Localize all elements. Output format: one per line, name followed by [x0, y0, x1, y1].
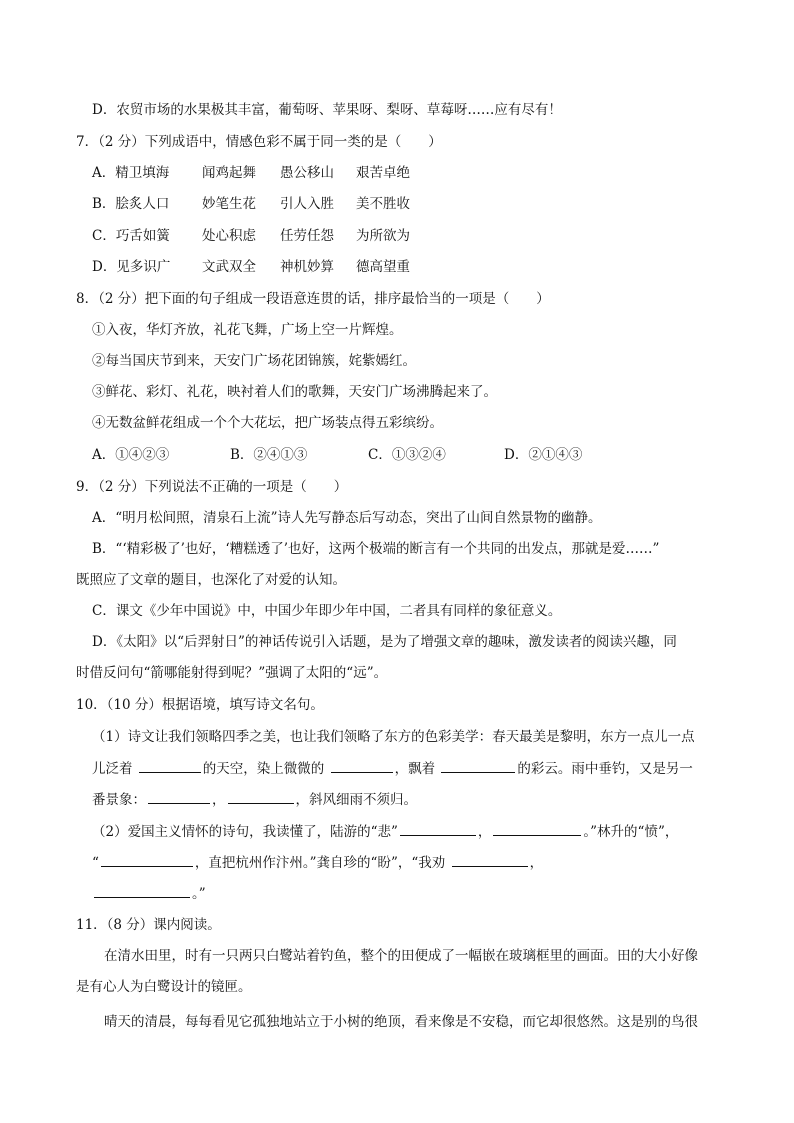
q8-stem: 8．（2 分）把下面的句子组成一段语意连贯的话，排序最恰当的一项是（ ）	[76, 291, 550, 307]
q7-c-label: C．巧舌如簧	[92, 228, 170, 244]
q10-text: ，斜风细雨不须归。	[295, 792, 417, 808]
q10-stem: 10．（10 分）根据语境，填写诗文名句。	[76, 697, 324, 713]
q10-text: “	[92, 855, 99, 871]
q7-a-idiom: 艰苦卓绝	[356, 165, 410, 181]
fill-blank[interactable]	[452, 852, 528, 867]
q10-part1-line2	[92, 758, 693, 779]
q10-part2-line3	[92, 883, 206, 904]
q7-b-label: B．脍炙人口	[92, 196, 170, 212]
q10-text: 番景象：	[92, 792, 146, 808]
q7-option-d	[92, 257, 410, 277]
q10-text: 的天空，染上微微的	[202, 761, 329, 777]
q7-a-idiom: 闻鸡起舞	[202, 165, 256, 181]
q11-stem: 11．（8 分）课内阅读。	[76, 917, 221, 933]
q9-option-d-line2: 时借反问句“箭哪能射得到呢？”强调了太阳的“远”。	[76, 665, 388, 681]
q7-d-label: D．见多识广	[92, 259, 171, 275]
fill-blank[interactable]	[441, 758, 515, 773]
q7-c-idiom: 处心积虑	[202, 228, 256, 244]
q10-text: ，	[477, 824, 492, 840]
q10-part2-line1	[92, 821, 678, 842]
fill-blank[interactable]	[101, 852, 193, 867]
q10-part1-line1: （1）诗文让我们领略四季之美，也让我们领略了东方的色彩美学：春天最美是黎明，东方一点儿一点	[92, 729, 695, 745]
fill-blank[interactable]	[148, 789, 210, 804]
q9-option-b-line1: B．“‘精彩极了’也好，‘糟糕透了’也好，这两个极端的断言有一个共同的出发点，那就是爱……”	[92, 541, 660, 557]
q7-a-idiom: 愚公移山	[280, 165, 334, 181]
q9-option-a: A．“明月松间照，清泉石上流”诗人先写静态后写动态，突出了山间自然景物的幽静。	[92, 510, 602, 526]
q7-c-idiom: 任劳任怨	[280, 228, 334, 244]
q8-option-b: B．②④①③	[230, 447, 308, 463]
q10-text: 。”	[192, 886, 206, 902]
q8-options	[92, 445, 582, 465]
q10-text: （2）爱国主义情怀的诗句，我读懂了，陆游的“悲”	[92, 824, 398, 840]
q8-sentence-2: ②每当国庆节到来，天安门广场花团锦簇，姹紫嫣红。	[92, 353, 416, 369]
q10-text: ，	[529, 855, 544, 871]
q7-option-c	[92, 226, 410, 246]
fill-blank[interactable]	[331, 758, 393, 773]
q7-a-label: A．精卫填海	[92, 165, 170, 181]
fill-blank[interactable]	[493, 821, 581, 836]
q8-option-d: D．②①④③	[504, 447, 583, 463]
fill-blank[interactable]	[400, 821, 476, 836]
q11-passage-line: 在清水田里，时有一只两只白鹭站着钓鱼，整个的田便成了一幅嵌在玻璃框里的画面。田的大小好像	[104, 948, 698, 964]
q7-d-idiom: 德高望重	[356, 259, 410, 275]
fill-blank[interactable]	[94, 883, 190, 898]
q9-option-c: C．课文《少年中国说》中，中国少年即少年中国，二者具有同样的象征意义。	[92, 603, 562, 619]
q10-part1-line3	[92, 789, 417, 810]
q6-option-d: D．农贸市场的水果极其丰富，葡萄呀、苹果呀、梨呀、草莓呀……应有尽有！	[92, 102, 562, 118]
q7-option-b	[92, 194, 410, 214]
q9-stem: 9．（2 分）下列说法不正确的一项是（ ）	[76, 479, 348, 495]
q11-passage-line: 是有心人为白鹭设计的镜匣。	[76, 979, 252, 995]
q7-option-a	[92, 163, 410, 183]
q7-b-idiom: 美不胜收	[356, 196, 410, 212]
q7-c-idiom: 为所欲为	[356, 228, 410, 244]
q9-option-d-line1: D．《太阳》以“后羿射日”的神话传说引入话题，是为了增强文章的趣味，激发读者的阅读兴趣，同	[92, 634, 677, 650]
q10-part2-line2	[92, 852, 543, 873]
q7-d-idiom: 神机妙算	[280, 259, 334, 275]
q10-text: ，直把杭州作汴州。”龚自珍的“盼”，“我劝	[194, 855, 450, 871]
q11-passage-line: 晴天的清晨，每每看见它孤独地站立于小树的绝顶，看来像是不安稳，而它却很悠然。这是别的鸟很	[104, 1014, 698, 1030]
q10-text: 儿泛着	[92, 761, 137, 777]
q9-option-b-line2: 既照应了文章的题目，也深化了对爱的认知。	[76, 572, 346, 588]
q7-b-idiom: 引人入胜	[280, 196, 334, 212]
q8-option-c: C．①③②④	[368, 447, 446, 463]
q7-d-idiom: 文武双全	[202, 259, 256, 275]
fill-blank[interactable]	[228, 789, 294, 804]
q10-text: 。”林升的“愤”，	[583, 824, 679, 840]
q8-option-a: A．①④②③	[92, 447, 170, 463]
q10-text: ，	[212, 792, 226, 808]
q8-sentence-1: ①入夜，华灯齐放，礼花飞舞，广场上空一片辉煌。	[92, 322, 403, 338]
q7-b-idiom: 妙笔生花	[202, 196, 256, 212]
fill-blank[interactable]	[139, 758, 201, 773]
q10-text: 的彩云。雨中垂钓，又是另一	[517, 761, 693, 777]
q8-sentence-4: ④无数盆鲜花组成一个个大花坛，把广场装点得五彩缤纷。	[92, 415, 443, 431]
q8-sentence-3: ③鲜花、彩灯、礼花，映衬着人们的歌舞，天安门广场沸腾起来了。	[92, 384, 497, 400]
q7-stem: 7．（2 分）下列成语中，情感色彩不属于同一类的是（ ）	[76, 134, 442, 150]
q10-text: ，飘着	[394, 761, 440, 777]
